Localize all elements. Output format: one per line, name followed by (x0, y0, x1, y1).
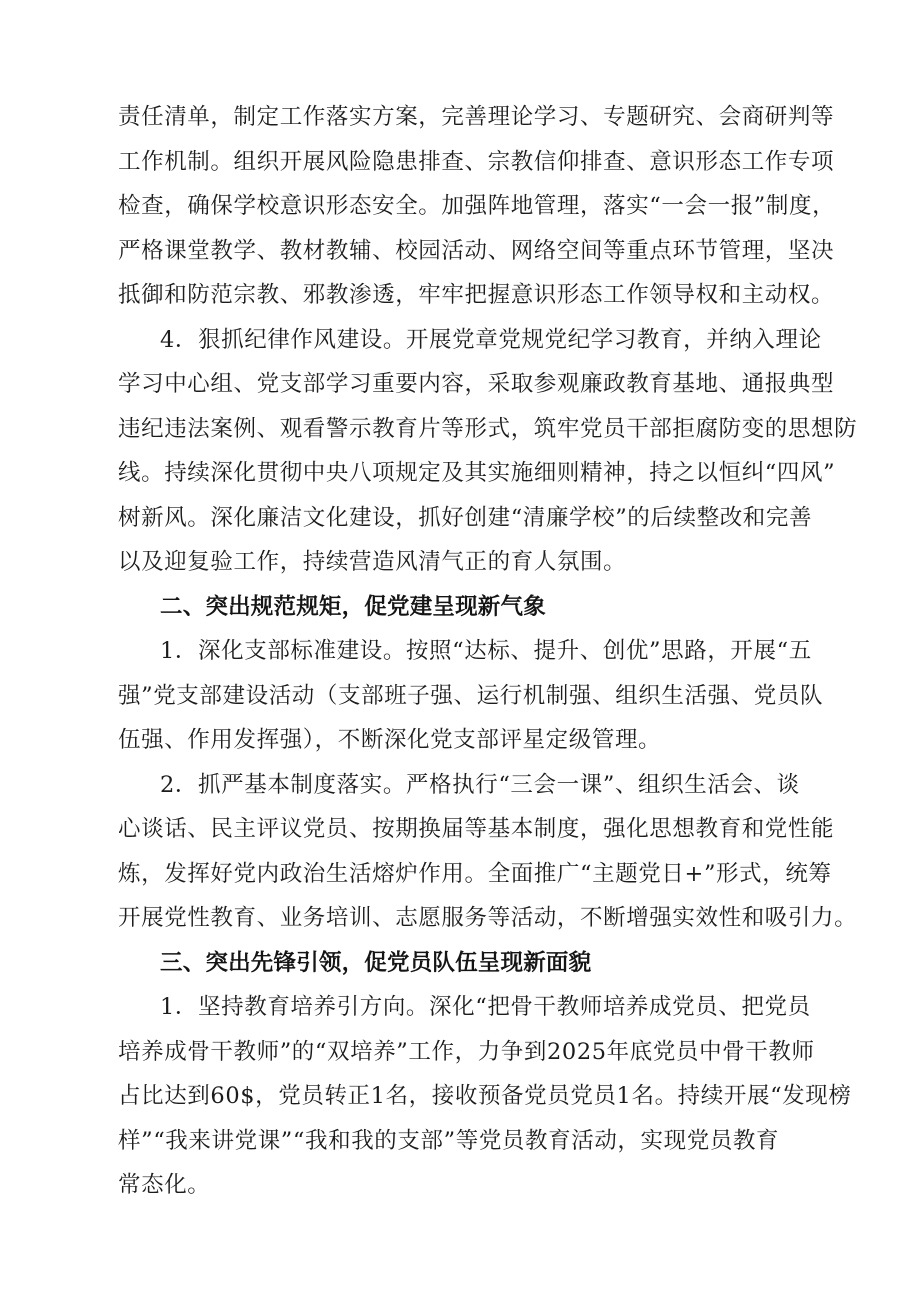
body-text-line: 严格课堂教学、教材教辅、校园活动、网络空间等重点环节管理，坚决 (118, 238, 835, 264)
body-text-line: 检查，确保学校意识形态安全。加强阵地管理，落实“一会一报”制度， (118, 193, 836, 219)
body-text-line: 工作机制。组织开展风险隐患排查、宗教信仰排查、意识形态工作专项 (118, 149, 835, 175)
body-text-line: 树新风。深化廉洁文化建设，抓好创建“清廉学校”的后续整改和完善 (118, 505, 813, 531)
body-text-line: 开展党性教育、业务培训、志愿服务等活动，不断增强实效性和吸引力。 (118, 905, 858, 931)
numbered-item-start: 4．狠抓纪律作风建设。开展党章党规党纪学习教育，并纳入理论 (160, 327, 822, 353)
section-heading: 三、突出先锋引领，促党员队伍呈现新面貌 (160, 950, 592, 976)
body-text-line: 伍强、作用发挥强），不断深化党支部评星定级管理。 (118, 727, 662, 753)
body-text-line: 炼，发挥好党内政治生活熔炉作用。全面推广“主题党日+”形式，统筹 (118, 861, 832, 887)
body-text-line: 强”党支部建设活动（支部班子强、运行机制强、组织生活强、党员队 (118, 683, 824, 709)
body-text-line: 违纪违法案例、观看警示教育片等形式，筑牢党员干部拒腐防变的思想防 (118, 416, 858, 442)
body-text-line: 常态化。 (118, 1172, 211, 1198)
body-text-line: 责任清单，制定工作落实方案，完善理论学习、专题研究、会商研判等 (118, 104, 835, 130)
numbered-item-start: 2．抓严基本制度落实。严格执行“三会一课”、组织生活会、谈 (160, 772, 800, 798)
body-text-line: 样”“我来讲党课”“我和我的支部”等党员教育活动，实现党员教育 (118, 1128, 780, 1154)
numbered-item-start: 1．深化支部标准建设。按照“达标、提升、创优”思路，开展“五 (160, 638, 812, 664)
body-text-line: 以及迎复验工作，持续营造风清气正的育人氛围。 (118, 549, 627, 575)
section-heading: 二、突出规范规矩，促党建呈现新气象 (160, 594, 546, 620)
body-text-line: 心谈话、民主评议党员、按期换届等基本制度，强化思想教育和党性能 (118, 816, 835, 842)
body-text-line: 培养成骨干教师”的“双培养”工作，力争到2025年底党员中骨干教师 (118, 1039, 815, 1065)
body-text-line: 占比达到60$，党员转正1名，接收预备党员党员1名。持续开展“发现榜 (118, 1083, 852, 1109)
body-text-line: 抵御和防范宗教、邪教渗透，牢牢把握意识形态工作领导权和主动权。 (118, 282, 835, 308)
body-text-line: 学习中心组、党支部学习重要内容，采取参观廉政教育基地、通报典型 (118, 371, 835, 397)
body-text-line: 线。持续深化贯彻中央八项规定及其实施细则精神，持之以恒纠“四风” (118, 460, 836, 486)
numbered-item-start: 1．坚持教育培养引方向。深化“把骨干教师培养成党员、把党员 (160, 994, 811, 1020)
